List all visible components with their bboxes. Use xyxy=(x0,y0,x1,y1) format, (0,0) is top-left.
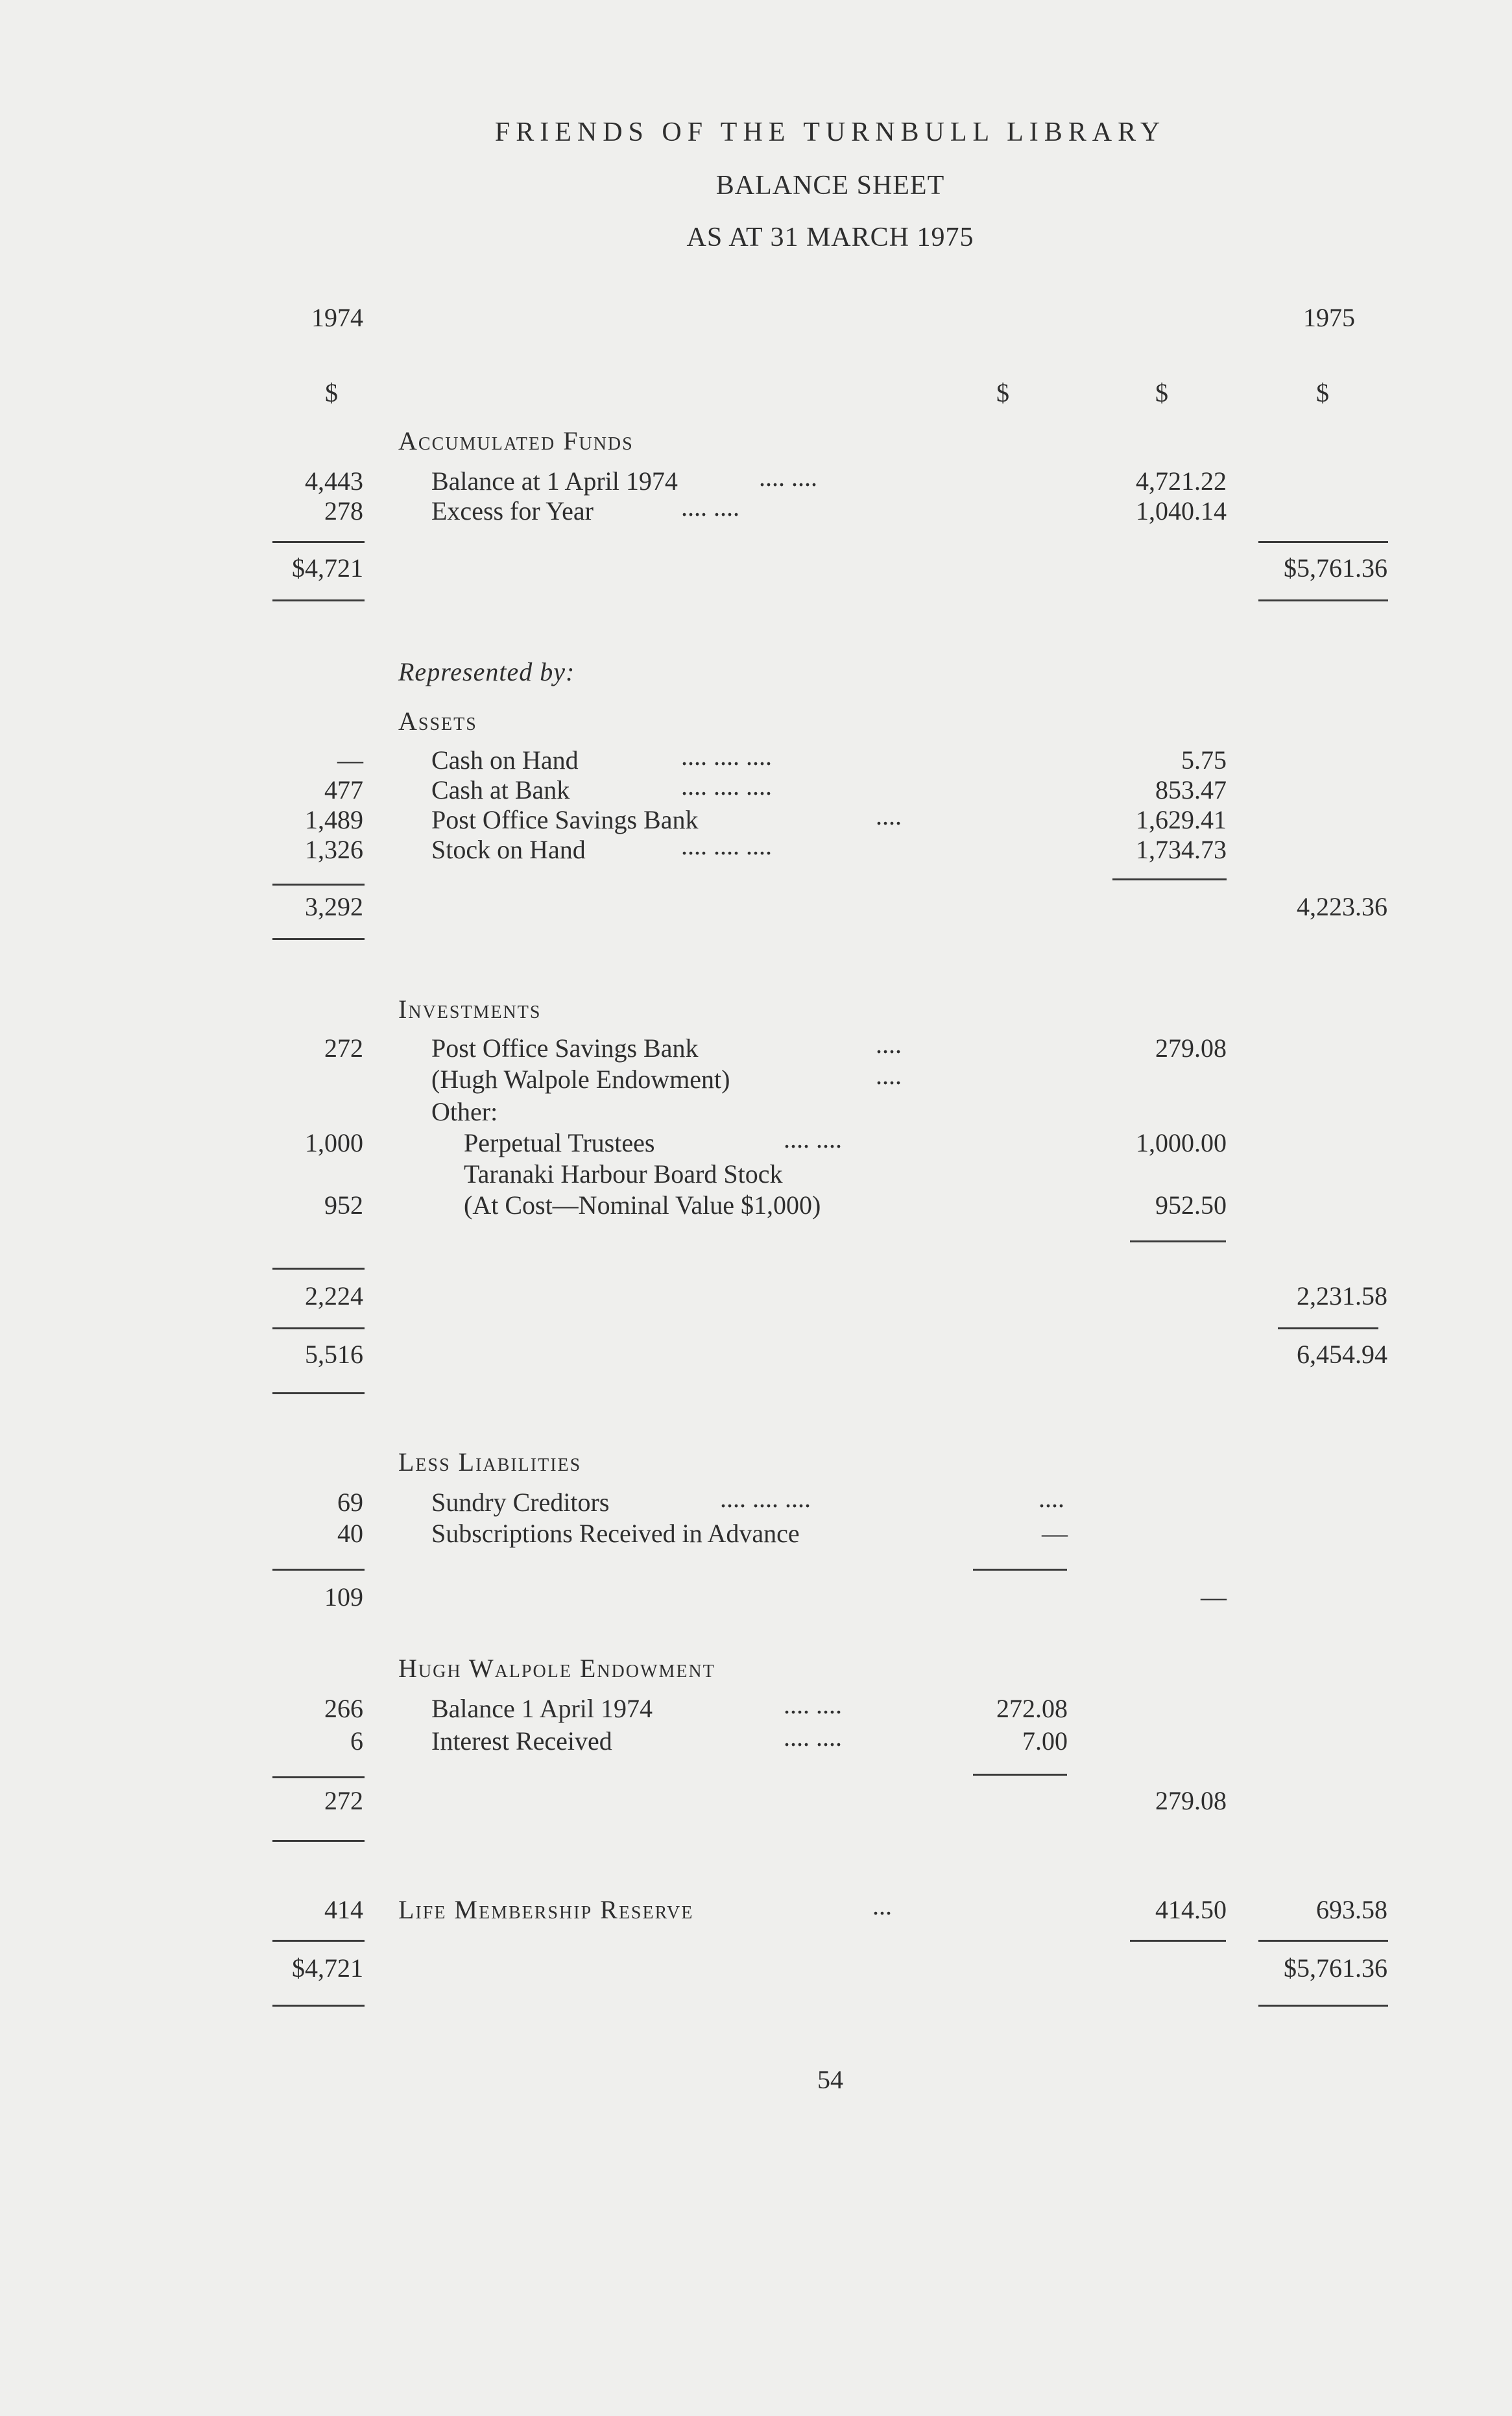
walpole-total-prev: 272 xyxy=(324,1786,363,1815)
row-label: Perpetual Trustees xyxy=(464,1128,655,1157)
grand-total-prev: $4,721 xyxy=(292,1953,363,1983)
row-label: Balance 1 April 1974 xyxy=(431,1694,653,1723)
rule xyxy=(272,599,365,601)
row-amount: 853.47 xyxy=(1155,775,1227,804)
row-leader: .... .... .... xyxy=(681,831,772,860)
life-membership-prev: 414 xyxy=(324,1895,363,1924)
table-row-prev: 1,000 xyxy=(305,1128,363,1157)
liabilities-total-prev: 109 xyxy=(324,1582,363,1612)
currency-col-total: $ xyxy=(1316,378,1329,407)
rule xyxy=(1130,1240,1226,1242)
org-title: FRIENDS OF THE TURNBULL LIBRARY xyxy=(494,117,1166,147)
row-label: Post Office Savings Bank xyxy=(431,805,699,834)
rule xyxy=(272,541,365,543)
row-label: Subscriptions Received in Advance xyxy=(431,1519,800,1548)
table-row-prev: 40 xyxy=(337,1519,363,1548)
investments-total-prev: 5,516 xyxy=(305,1340,363,1369)
rule xyxy=(272,1776,365,1778)
row-amount: 1,040.14 xyxy=(1136,496,1227,525)
rule xyxy=(973,1569,1067,1571)
liabilities-total-curr: — xyxy=(1201,1582,1227,1612)
rule xyxy=(1112,878,1227,880)
grand-total-curr: $5,761.36 xyxy=(1284,1953,1387,1983)
currency-col-prev: $ xyxy=(325,378,338,407)
row-leader: .... .... xyxy=(759,463,817,492)
row-leader: ... xyxy=(872,1891,892,1920)
row-amount: 1,629.41 xyxy=(1136,805,1227,834)
page-number: 54 xyxy=(817,2065,843,2094)
table-row-prev: 4,443 xyxy=(305,466,363,496)
rule xyxy=(1258,599,1388,601)
row-leader: .... xyxy=(876,1061,902,1090)
rule xyxy=(272,2005,365,2007)
row-leader: .... .... xyxy=(784,1690,842,1719)
row-leader: .... .... .... xyxy=(720,1484,811,1513)
sheet-date: AS AT 31 MARCH 1975 xyxy=(686,223,974,252)
table-row-prev: 69 xyxy=(337,1488,363,1517)
walpole-heading: Hugh Walpole Endowment xyxy=(398,1654,715,1683)
row-label: Post Office Savings Bank xyxy=(431,1033,699,1063)
row-label: Cash at Bank xyxy=(431,775,570,804)
table-row-prev: 1,489 xyxy=(305,805,363,834)
rule xyxy=(272,938,365,940)
life-membership-amount: 414.50 xyxy=(1155,1895,1227,1924)
rule xyxy=(1130,1940,1226,1942)
row-amount: .... xyxy=(1038,1484,1064,1513)
assets-subtotal-prev: 3,292 xyxy=(305,892,363,921)
table-row-prev: 278 xyxy=(324,496,363,525)
row-label: Other: xyxy=(431,1097,498,1126)
life-membership-label: Life Membership Reserve xyxy=(398,1895,694,1924)
row-amount: 272.08 xyxy=(996,1694,1068,1723)
row-amount: 5.75 xyxy=(1181,745,1227,775)
row-leader: .... .... xyxy=(681,492,739,522)
rule xyxy=(272,1569,365,1571)
row-leader: .... .... xyxy=(784,1124,842,1154)
table-row-prev: 1,326 xyxy=(305,835,363,864)
rule xyxy=(1258,541,1388,543)
row-amount: 7.00 xyxy=(1022,1726,1068,1756)
investments-subtotal-prev: 2,224 xyxy=(305,1281,363,1311)
currency-col-sub: $ xyxy=(996,378,1009,407)
row-amount: — xyxy=(1042,1519,1068,1548)
row-label: Sundry Creditors xyxy=(431,1488,610,1517)
investments-heading: Investments xyxy=(398,995,542,1024)
rule xyxy=(272,1940,365,1942)
row-label: (At Cost—Nominal Value $1,000) xyxy=(464,1190,821,1220)
row-leader: .... xyxy=(876,1030,902,1059)
rule xyxy=(272,1268,365,1270)
currency-col-amount: $ xyxy=(1155,378,1168,407)
table-row-prev: 6 xyxy=(350,1726,363,1756)
row-label: Interest Received xyxy=(431,1726,612,1756)
row-label: Stock on Hand xyxy=(431,835,586,864)
accumulated-total-curr: $5,761.36 xyxy=(1284,553,1387,583)
row-leader: .... .... .... xyxy=(681,742,772,771)
row-leader: .... .... xyxy=(784,1722,842,1752)
row-amount: 4,721.22 xyxy=(1136,466,1227,496)
row-amount: 279.08 xyxy=(1155,1033,1227,1063)
represented-by-label: Represented by: xyxy=(398,657,575,686)
rule xyxy=(1258,1940,1388,1942)
table-row-prev: 477 xyxy=(324,775,363,804)
row-label: (Hugh Walpole Endowment) xyxy=(431,1065,730,1094)
accumulated-total-prev: $4,721 xyxy=(292,553,363,583)
liabilities-heading: Less Liabilities xyxy=(398,1447,582,1477)
row-label: Cash on Hand xyxy=(431,745,579,775)
assets-heading: Assets xyxy=(398,707,477,736)
rule xyxy=(272,1327,365,1329)
table-row-prev: — xyxy=(337,745,363,775)
row-leader: .... .... .... xyxy=(681,771,772,801)
accumulated-funds-heading: Accumulated Funds xyxy=(398,426,634,455)
rule xyxy=(973,1774,1067,1776)
assets-subtotal-curr: 4,223.36 xyxy=(1297,892,1387,921)
table-row-prev: 266 xyxy=(324,1694,363,1723)
table-row-prev: 952 xyxy=(324,1190,363,1220)
rule xyxy=(1278,1327,1378,1329)
investments-total-curr: 6,454.94 xyxy=(1297,1340,1387,1369)
row-label: Excess for Year xyxy=(431,496,594,525)
life-membership-total: 693.58 xyxy=(1316,1895,1387,1924)
table-row-prev: 272 xyxy=(324,1033,363,1063)
investments-subtotal-curr: 2,231.58 xyxy=(1297,1281,1387,1311)
row-leader: .... xyxy=(876,801,902,830)
year-prev-heading: 1974 xyxy=(311,303,363,332)
walpole-total-curr: 279.08 xyxy=(1155,1786,1227,1815)
rule xyxy=(272,1840,365,1842)
row-amount: 952.50 xyxy=(1155,1190,1227,1220)
row-amount: 1,734.73 xyxy=(1136,835,1227,864)
sheet-title: BALANCE SHEET xyxy=(715,171,945,200)
rule xyxy=(1258,2005,1388,2007)
year-curr-heading: 1975 xyxy=(1303,303,1355,332)
row-amount: 1,000.00 xyxy=(1136,1128,1227,1157)
rule xyxy=(272,884,365,886)
row-label: Taranaki Harbour Board Stock xyxy=(464,1159,783,1189)
row-label: Balance at 1 April 1974 xyxy=(431,466,678,496)
rule xyxy=(272,1392,365,1394)
